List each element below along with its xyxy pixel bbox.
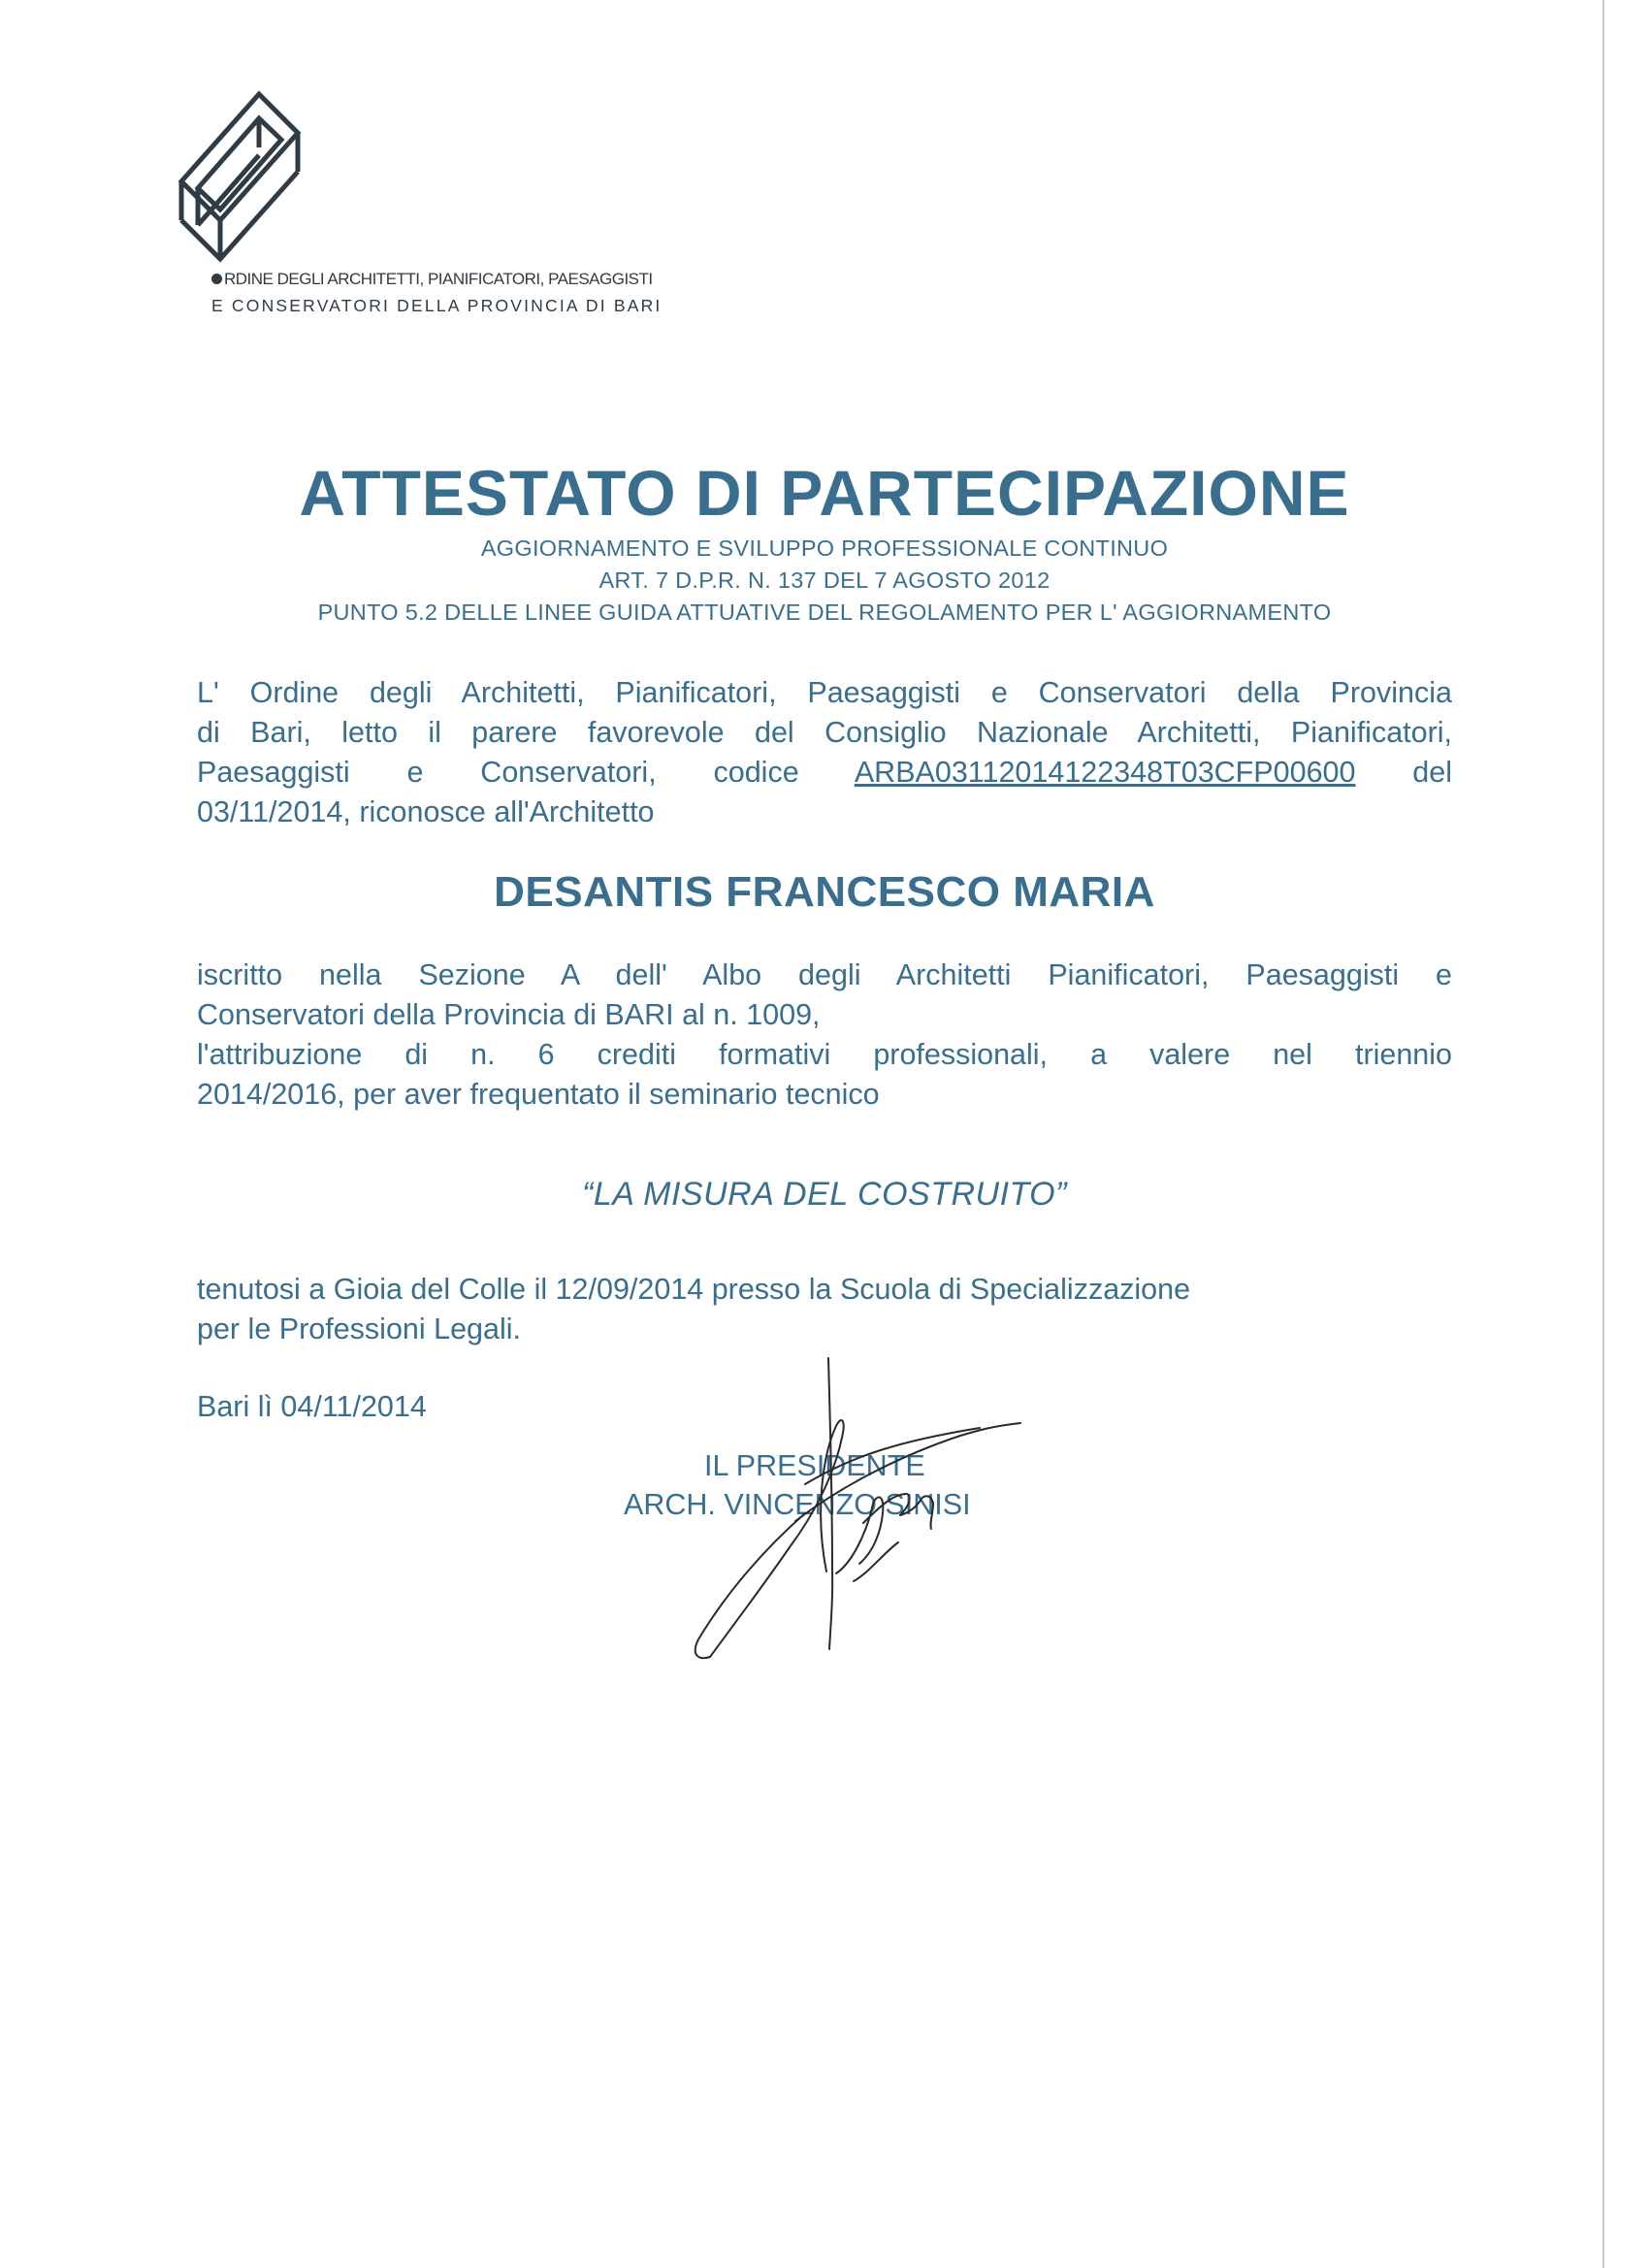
paragraph-2-line-4: 2014/2016, per aver frequentato il seminario tecnico bbox=[197, 1078, 880, 1111]
paragraph-3-line-2: per le Professioni Legali. bbox=[197, 1312, 521, 1345]
subtitle-2: ART. 7 D.P.R. N. 137 DEL 7 AGOSTO 2012 bbox=[598, 567, 1051, 593]
org-name-line-1 bbox=[211, 270, 653, 289]
subtitle-3: PUNTO 5.2 DELLE LINEE GUIDA ATTUATIVE DEL REGOLAMENTO PER L' AGGIORNAMENTO bbox=[317, 599, 1332, 625]
paragraph-2-line-2: Conservatori della Provincia di BARI al n. 1009, bbox=[197, 998, 821, 1031]
paragraph-1-line-2: di Bari, letto il parere favorevole del Consiglio Nazionale Architetti, Pianificatori, bbox=[197, 716, 1452, 749]
handwritten-signature-icon bbox=[669, 1348, 1038, 1669]
paragraph-1-line-3-start: Paesaggisti e Conservatori, codice bbox=[197, 756, 799, 789]
paragraph-2-line-1: iscritto nella Sezione A dell' Albo degli Architetti Pianificatori, Paesaggisti e bbox=[197, 958, 1452, 991]
paragraph-1-line-3-end: del bbox=[1412, 756, 1452, 789]
recipient-name: DESANTIS FRANCESCO MARIA bbox=[494, 868, 1155, 916]
body-paragraph-1 bbox=[197, 673, 1452, 832]
org-name-bullet-o bbox=[211, 274, 222, 284]
body-paragraph-2 bbox=[197, 956, 1452, 1115]
certificate-title: ATTESTATO DI PARTECIPAZIONE bbox=[299, 457, 1350, 529]
place-and-date: Bari lì 04/11/2014 bbox=[197, 1390, 427, 1423]
paragraph-3-line-1: tenutosi a Gioia del Colle il 12/09/2014 presso la Scuola di Specializzazione bbox=[197, 1273, 1191, 1306]
subtitle-1: AGGIORNAMENTO E SVILUPPO PROFESSIONALE CONTINUO bbox=[480, 535, 1169, 561]
org-name-line-2: E CONSERVATORI DELLA PROVINCIA DI BARI bbox=[211, 296, 663, 315]
cnappc-code: ARBA03112014122348T03CFP00600 bbox=[854, 756, 1356, 789]
org-logo-icon bbox=[177, 89, 312, 264]
paragraph-2-line-3: l'attribuzione di n. 6 crediti formativi professionali, a valere nel triennio bbox=[197, 1038, 1452, 1071]
signer-name: ARCH. VINCENZO SINISI bbox=[624, 1488, 971, 1521]
paragraph-1-line-1: L' Ordine degli Architetti, Pianificatori, Paesaggisti e Conservatori della Provincia bbox=[197, 676, 1452, 709]
paragraph-1-line-4: 03/11/2014, riconosce all'Architetto bbox=[197, 795, 655, 828]
paragraph-1-line-3 bbox=[197, 753, 1452, 793]
seminar-title: “LA MISURA DEL COSTRUITO” bbox=[582, 1176, 1067, 1213]
scan-edge-line bbox=[1602, 0, 1604, 2268]
body-paragraph-3 bbox=[197, 1270, 1452, 1349]
org-name-line-1-text: RDINE DEGLI ARCHITETTI, PIANIFICATORI, PAESAGGISTI bbox=[224, 270, 653, 288]
signer-role: IL PRESIDENTE bbox=[704, 1449, 925, 1482]
